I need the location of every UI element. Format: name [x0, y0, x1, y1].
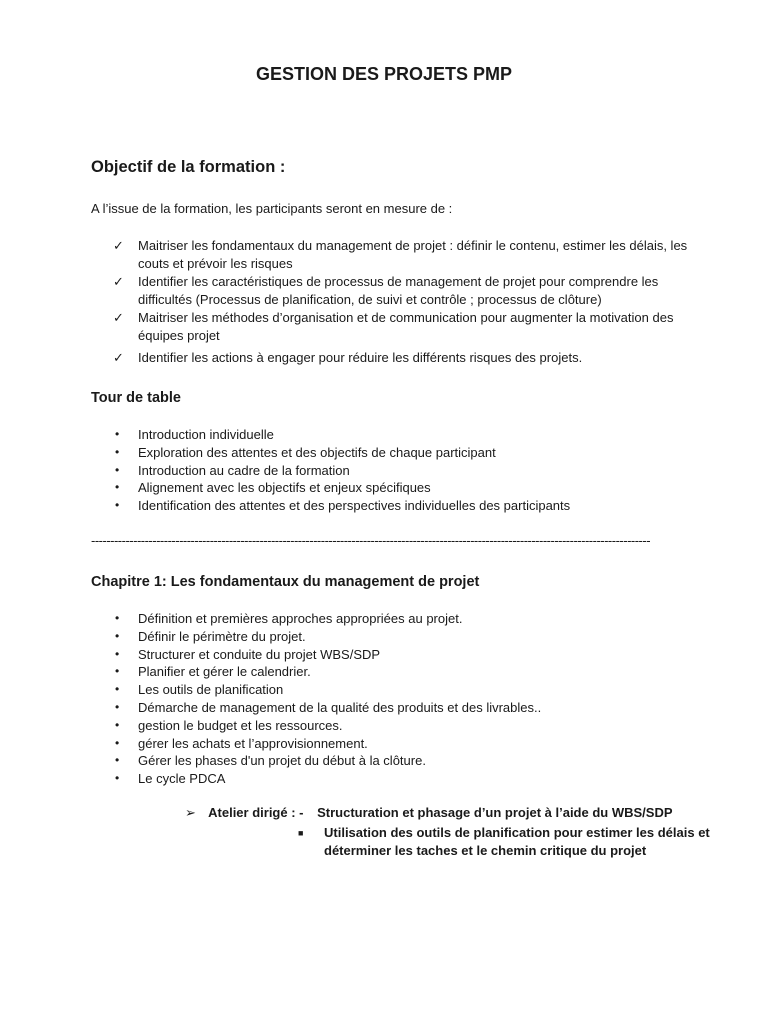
- objective-item: ✓ Maitriser les méthodes d’organisation et de communication pour augmenter la motivation des équipes projet: [113, 310, 674, 343]
- bullet-icon: •: [115, 646, 120, 661]
- list-item: • Exploration des attentes et des objectifs de chaque participant: [115, 444, 496, 460]
- tour-de-table-heading: Tour de table: [91, 390, 181, 406]
- objective-intro: A l’issue de la formation, les participants seront en mesure de :: [91, 201, 453, 216]
- objective-item: ✓ Maitriser les fondamentaux du management de projet : définir le contenu, estimer les délais, les couts et prévoir les risques: [113, 238, 688, 271]
- bullet-icon: •: [115, 699, 120, 714]
- bullet-icon: •: [115, 682, 120, 697]
- bullet-icon: •: [115, 717, 120, 732]
- atelier-line: [185, 805, 673, 821]
- atelier-item-1: Structuration et phasage d’un projet à l’aide du WBS/SDP: [317, 805, 673, 820]
- bullet-icon: •: [115, 664, 120, 679]
- document-title: GESTION DES PROJETS PMP: [255, 64, 513, 84]
- bullet-icon: •: [115, 628, 120, 643]
- checkmark-icon: ✓: [113, 274, 124, 289]
- list-item: • gérer les achats et l’approvisionnement.: [115, 735, 368, 751]
- checkmark-icon: ✓: [113, 350, 124, 365]
- list-item: • Le cycle PDCA: [115, 771, 226, 787]
- atelier-item-2: Utilisation des outils de planification pour estimer les délais et déterminer les taches et le chemin critique du projet: [324, 825, 710, 858]
- list-item: • Démarche de management de la qualité des produits et des livrables..: [115, 699, 542, 715]
- list-item: • gestion le budget et les ressources.: [115, 717, 343, 733]
- bullet-icon: •: [115, 462, 120, 477]
- chapter1-heading: Chapitre 1: Les fondamentaux du management de projet: [91, 574, 480, 590]
- bullet-icon: •: [115, 427, 120, 441]
- list-item: • Gérer les phases d'un projet du début à la clôture.: [115, 753, 426, 769]
- list-item: • Identification des attentes et des perspectives individuelles des participants: [115, 498, 571, 514]
- objective-item: ✓ Identifier les actions à engager pour réduire les différents risques des projets.: [113, 350, 583, 365]
- bullet-icon: •: [115, 771, 120, 786]
- list-item: • Définition et premières approches appropriées au projet.: [115, 611, 463, 626]
- bullet-icon: •: [115, 735, 120, 750]
- objective-heading: Objectif de la formation :: [91, 158, 286, 176]
- bullet-icon: •: [115, 444, 120, 459]
- arrow-bullet-icon: ➢: [185, 805, 196, 820]
- chapter1-list: [113, 610, 713, 788]
- bullet-icon: •: [115, 753, 120, 768]
- bullet-icon: •: [115, 611, 120, 625]
- list-item: • Introduction individuelle: [115, 427, 274, 442]
- bullet-icon: •: [115, 480, 120, 495]
- atelier-label: Atelier dirigé : -: [208, 805, 304, 820]
- bullet-icon: •: [115, 498, 120, 513]
- list-item: • Alignement avec les objectifs et enjeux spécifiques: [115, 480, 431, 496]
- list-item: • Introduction au cadre de la formation: [115, 462, 350, 478]
- atelier-subitem: [298, 824, 718, 860]
- checkmark-icon: ✓: [113, 310, 124, 325]
- objective-item: ✓ Identifier les caractéristiques de processus de management de projet pour comprendre les difficultés (Processus de planification, de suivi et contrôle ; processus de clôture): [113, 274, 659, 307]
- list-item: • Les outils de planification: [115, 682, 284, 698]
- list-item: • Planifier et gérer le calendrier.: [115, 664, 311, 680]
- list-item: • Définir le périmètre du projet.: [115, 628, 306, 644]
- checkmark-icon: ✓: [113, 238, 124, 253]
- section-divider: --------------------------------------------------------------------------------------------------------------------------------------------------: [91, 533, 651, 548]
- objective-checklist: [113, 237, 713, 367]
- tour-de-table-list: [113, 426, 713, 515]
- square-bullet-icon: ■: [298, 828, 304, 838]
- list-item: • Structurer et conduite du projet WBS/SDP: [115, 646, 381, 662]
